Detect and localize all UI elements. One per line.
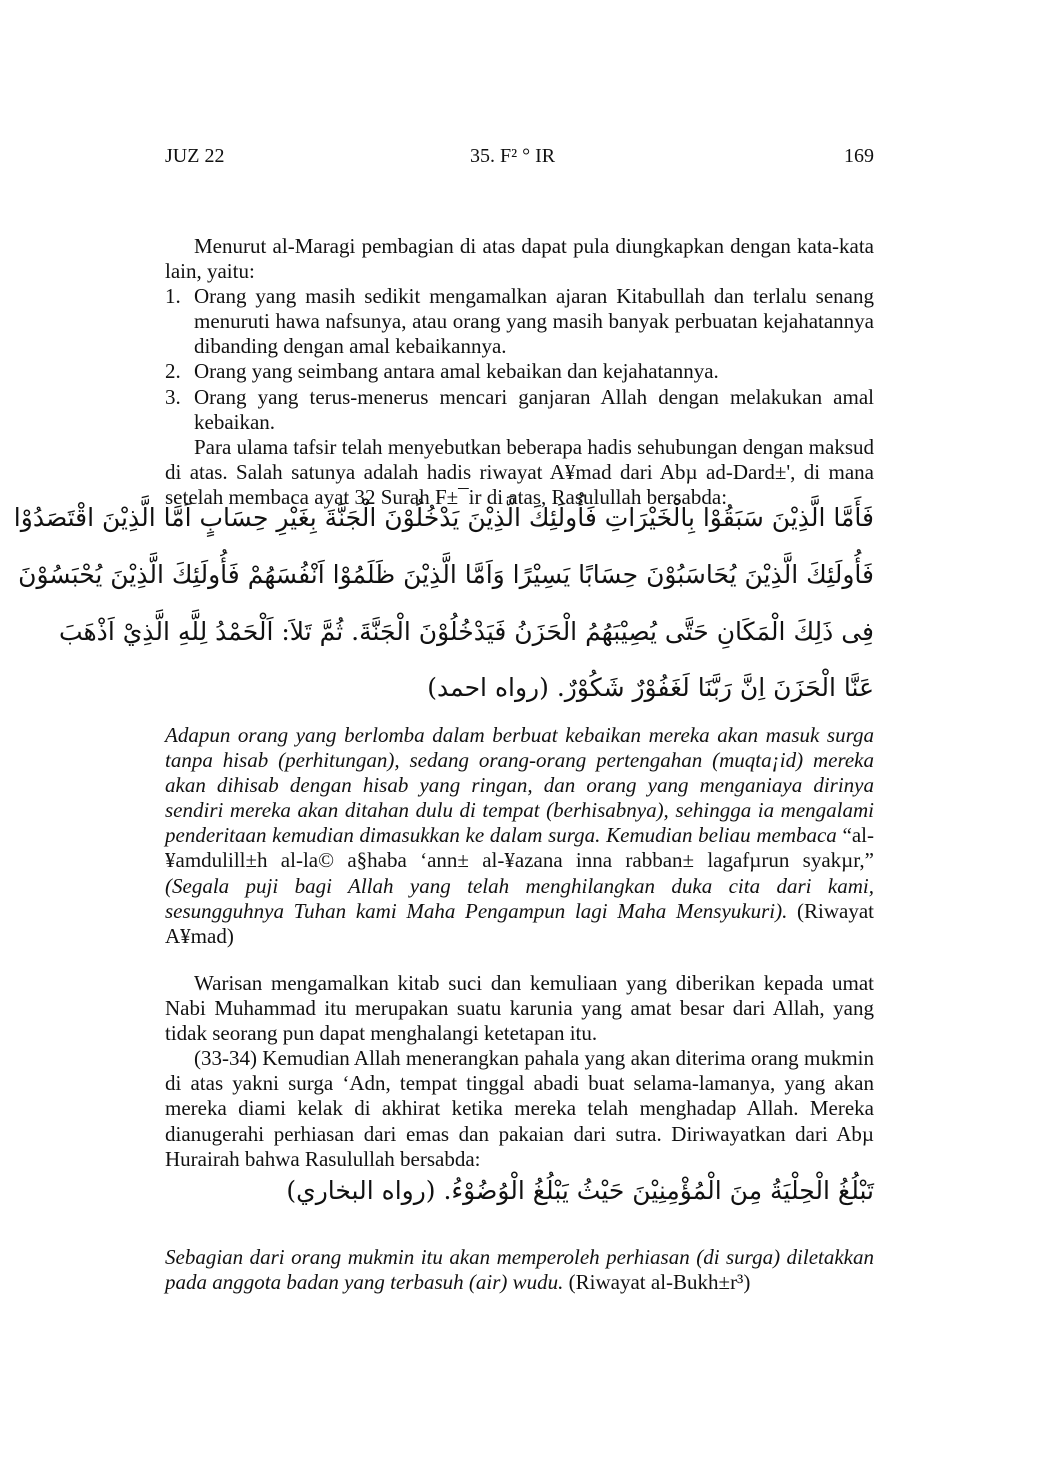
list-item xyxy=(165,284,874,359)
hadith-source: (Riwayat A¥mad) xyxy=(165,898,874,948)
transliteration: “al-¥amdulill±h al-la© a§haba ‘ann± al-¥azana inna rabban± lagafµrun syakµr,” xyxy=(165,823,874,873)
arabic-hadith-line: تَبْلُغُ الْحِلْيَةُ مِنَ الْمُؤْمِنِيْنَ حَيْثُ يَبْلُغُ الْوُضُوْءُ. (رواه البخاري) xyxy=(286,1176,874,1205)
list-item xyxy=(165,385,874,435)
running-header-surah: 35. F² ° IR xyxy=(470,145,556,167)
hadith-translation xyxy=(165,1245,874,1295)
list-text: Orang yang seimbang antara amal kebaikan dan kejahatannya. xyxy=(194,359,719,384)
arabic-hadith-line: فِى ذَلِكَ الْمَكَانِ حَتَّى يُصِيْبَهُمُ الْحَزَنُ فَيَدْخُلُوْنَ الْجَنَّةَ. ثُمَّ تَلاَ: اَلْحَمْدُ لِلَّهِ الَّذِيْ اَذْهَبَ xyxy=(58,617,874,646)
list-text: Orang yang masih sedikit mengamalkan ajaran Kitabullah dan terlalu senang menuruti hawa nafsunya, atau orang yang masih banyak perbuatan kejahatannya dibanding dengan amal kebaikannya. xyxy=(194,284,874,359)
translation-text: (Segala puji bagi Allah yang telah menghilangkan duka cita dari kami, sesungguhnya Tuhan kami Maha Pengampun lagi Maha Mensyukuri). xyxy=(165,873,874,923)
list-number: 1. xyxy=(165,284,181,309)
running-header-juz: JUZ 22 xyxy=(165,145,225,167)
arabic-hadith-line: فَأَمَّا الَّذِيْنَ سَبَقُوْا بِالْخَيْرَاتِ فَأُولَئِكَ الَّذِيْنَ يَدْخُلُوْنَ الْجَنَّةَ بِغَيْرِ حِسَابٍ اَمَّا الَّذِيْنَ اقْتَصَدُوْا xyxy=(13,503,874,532)
paragraph: Warisan mengamalkan kitab suci dan kemuliaan yang diberikan kepada umat Nabi Muhammad itu merupakan suatu karunia yang amat besar dari Allah, yang tidak seorang pun dapat menghalangi ketetapan itu. xyxy=(165,971,874,1046)
translation-text: Adapun orang yang berlomba dalam berbuat kebaikan mereka akan masuk surga tanpa hisab (perhitungan), sedang orang-orang pertengahan (muqta¡id) mereka akan dihisab dengan hisab yang ringan, dan orang yang menganiaya dirinya sendiri mereka akan ditahan dulu di tempat (berhisabnya), sehingga ia mengalami penderitaan kemudian dimasukkan ke dalam surga. Kemudian beliau membaca xyxy=(165,723,874,848)
list-number: 2. xyxy=(165,359,181,384)
hadith-translation xyxy=(165,723,874,949)
list-text: Orang yang terus-menerus mencari ganjaran Allah dengan melakukan amal kebaikan. xyxy=(194,384,874,434)
body-section-2 xyxy=(165,971,874,1172)
paragraph: (33-34) Kemudian Allah menerangkan pahala yang akan diterima orang mukmin di atas yakni surga ‘Adn, tempat tinggal abadi buat selama-lamanya, yang akan mereka diami kelak di akhirat ketika mereka telah menghadap Allah. Mereka dianugerahi perhiasan dari emas dan pakaian dari sutra. Diriwayatkan dari Abµ Hurairah bahwa Rasulullah bersabda: xyxy=(165,1046,874,1171)
hadith-source: (Riwayat al-Bukh±r³) xyxy=(563,1270,751,1295)
paragraph: Para ulama tafsir telah menyebutkan beberapa hadis sehubungan dengan maksud di atas. Salah satunya adalah hadis riwayat A¥mad dari Abµ ad-Dard±', di mana setelah membaca ayat 32 Surah F±¯ir di atas, Rasulullah bersabda: xyxy=(165,434,874,509)
list-number: 3. xyxy=(165,384,181,409)
body-section-1 xyxy=(165,234,874,510)
page-number: 169 xyxy=(844,145,874,167)
arabic-hadith-line: فَأُولَئِكَ الَّذِيْنَ يُحَاسَبُوْنَ حِسَابًا يَسِيْرًا وَاَمَّا الَّذِيْنَ ظَلَمُوْا اَنْفُسَهُمْ فَأُولَئِكَ الَّذِيْنَ يُحْبَسُوْنَ xyxy=(18,560,874,589)
translation-text: Sebagian dari orang mukmin itu akan memperoleh perhiasan (di surga) diletakkan pada anggota badan yang terbasuh (air) wudu. xyxy=(165,1245,874,1295)
paragraph: Menurut al-Maragi pembagian di atas dapat pula diungkapkan dengan kata-kata lain, yaitu: xyxy=(165,234,874,284)
list-item xyxy=(165,359,874,384)
arabic-hadith-line: عَنَّا الْحَزَنَ اِنَّ رَبَّنَا لَغَفُوْرٌ شَكُوْرٌ. (رواه احمد) xyxy=(427,673,874,702)
